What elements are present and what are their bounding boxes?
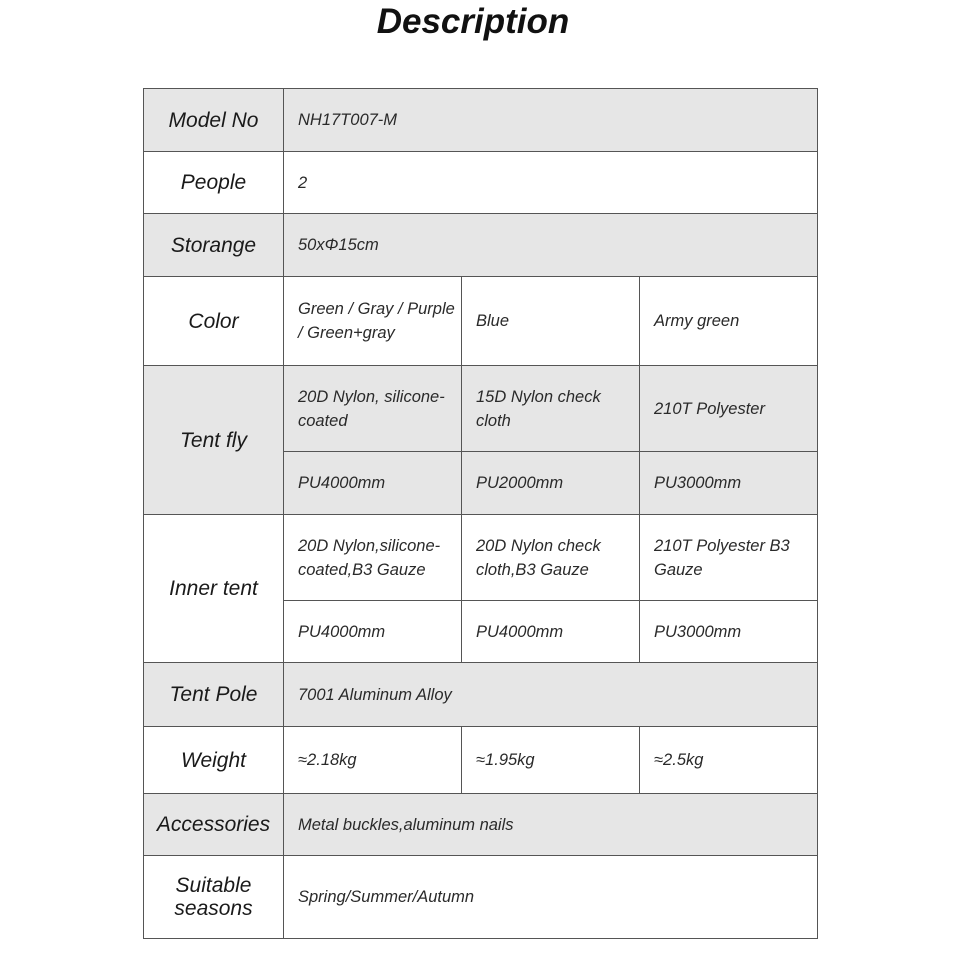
row-tent-pole bbox=[144, 663, 818, 727]
accessories-label: Accessories bbox=[144, 794, 284, 856]
tent-fly-rating: PU3000mm bbox=[640, 452, 818, 515]
weight-value: ≈1.95kg bbox=[462, 727, 640, 794]
row-inner-tent-material bbox=[144, 515, 818, 601]
tent-fly-material: 15D Nylon check cloth bbox=[462, 366, 640, 452]
tent-fly-material: 210T Polyester bbox=[640, 366, 818, 452]
tent-fly-rating: PU4000mm bbox=[284, 452, 462, 515]
seasons-value: Spring/Summer/Autumn bbox=[284, 856, 818, 939]
inner-tent-material: 210T Polyester B3 Gauze bbox=[640, 515, 818, 601]
color-value: Green / Gray / Purple / Green+gray bbox=[284, 277, 462, 366]
seasons-label: Suitable seasons bbox=[144, 856, 284, 939]
row-seasons bbox=[144, 856, 818, 939]
page-title: Description bbox=[376, 2, 570, 41]
model-no-value: NH17T007-M bbox=[284, 89, 818, 152]
row-weight bbox=[144, 727, 818, 794]
accessories-value: Metal buckles,aluminum nails bbox=[284, 794, 818, 856]
tent-fly-material: 20D Nylon, silicone-coated bbox=[284, 366, 462, 452]
storage-label: Storange bbox=[144, 214, 284, 277]
inner-tent-material: 20D Nylon,silicone-coated,B3 Gauze bbox=[284, 515, 462, 601]
row-model-no bbox=[144, 89, 818, 152]
inner-tent-rating: PU4000mm bbox=[462, 601, 640, 663]
color-label: Color bbox=[144, 277, 284, 366]
tent-fly-label: Tent fly bbox=[144, 366, 284, 515]
inner-tent-label: Inner tent bbox=[144, 515, 284, 663]
color-value: Blue bbox=[462, 277, 640, 366]
row-accessories bbox=[144, 794, 818, 856]
spec-table bbox=[143, 88, 818, 939]
inner-tent-rating: PU3000mm bbox=[640, 601, 818, 663]
row-storage bbox=[144, 214, 818, 277]
row-people bbox=[144, 152, 818, 214]
model-no-label: Model No bbox=[144, 89, 284, 152]
row-tent-fly-material bbox=[144, 366, 818, 452]
weight-value: ≈2.18kg bbox=[284, 727, 462, 794]
storage-value: 50xΦ15cm bbox=[284, 214, 818, 277]
color-value: Army green bbox=[640, 277, 818, 366]
people-label: People bbox=[144, 152, 284, 214]
inner-tent-rating: PU4000mm bbox=[284, 601, 462, 663]
weight-label: Weight bbox=[144, 727, 284, 794]
people-value: 2 bbox=[284, 152, 818, 214]
weight-value: ≈2.5kg bbox=[640, 727, 818, 794]
tent-pole-value: 7001 Aluminum Alloy bbox=[284, 663, 818, 727]
row-color bbox=[144, 277, 818, 366]
tent-pole-label: Tent Pole bbox=[144, 663, 284, 727]
inner-tent-material: 20D Nylon check cloth,B3 Gauze bbox=[462, 515, 640, 601]
tent-fly-rating: PU2000mm bbox=[462, 452, 640, 515]
